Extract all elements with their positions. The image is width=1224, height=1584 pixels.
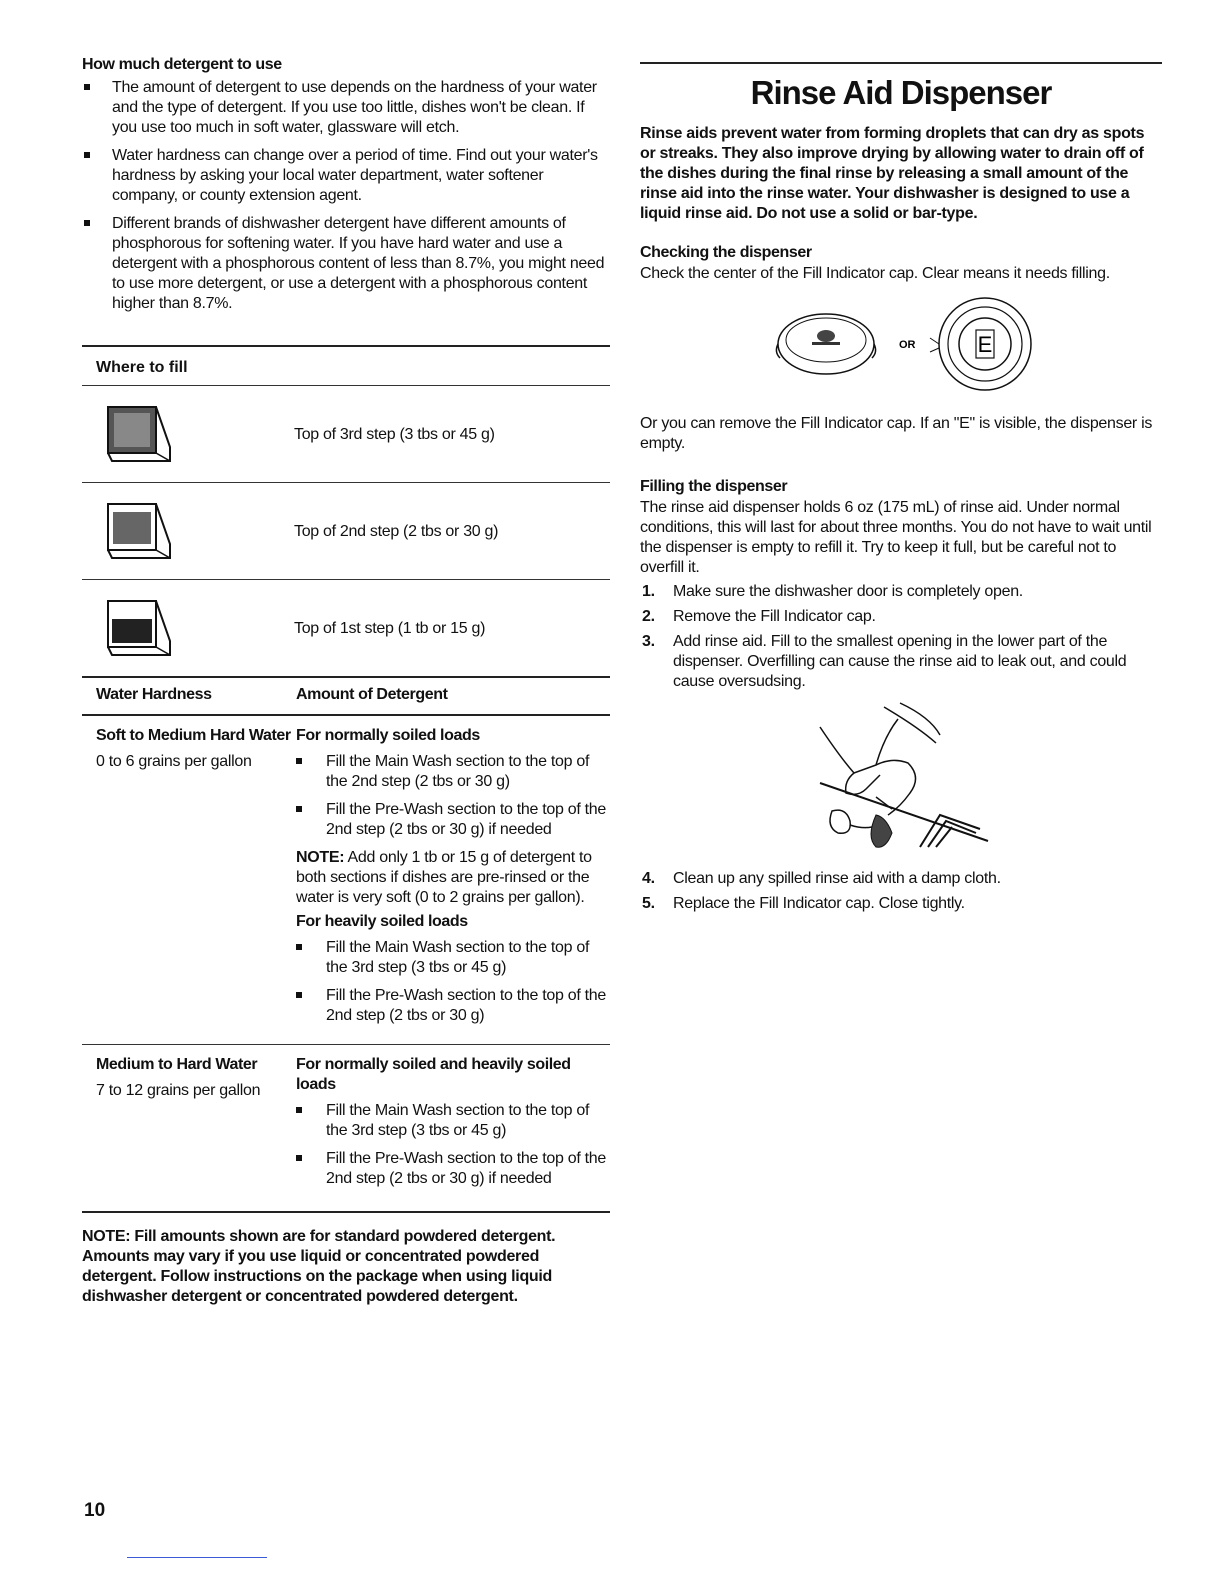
filling-steps-continued [640, 869, 1162, 914]
detergent-bullets [82, 78, 610, 314]
left-column [82, 56, 610, 1307]
fill-row-3rd-step [82, 385, 610, 482]
page-title: Rinse Aid Dispenser [750, 74, 1052, 111]
pouring-illustration [640, 697, 1162, 865]
water-hardness-table [82, 676, 610, 1207]
where-to-fill-title: Where to fill [96, 359, 188, 376]
fill-amounts-note [82, 1211, 610, 1307]
list-item [640, 582, 1162, 602]
list-item: Fill the Pre-Wash section to the top of the 2nd step (2 tbs or 30 g) if needed [296, 800, 610, 840]
all-loads-heading: For normally soiled and heavily soiled loads [296, 1056, 571, 1093]
note-text: Add only 1 tb or 15 g of detergent to both sections if dishes are pre-rinsed or the water is very soft (0 to 2 grains per gallon). [296, 849, 592, 906]
step-number: 1. [642, 583, 655, 600]
footer-divider [127, 1557, 267, 1558]
hardness-grains: 0 to 6 grains per gallon [96, 753, 252, 770]
or-label: OR [899, 339, 916, 351]
hardness-cell [82, 1055, 296, 1197]
checking-text: Check the center of the Fill Indicator cap. Clear means it needs filling. [640, 265, 1110, 282]
detergent-cup-1st-step-icon [104, 597, 174, 659]
step-number: 5. [642, 895, 655, 912]
fill-row-1st-step [82, 579, 610, 676]
amount-cell [296, 1055, 610, 1197]
where-to-fill-section [82, 345, 610, 676]
step-number: 4. [642, 870, 655, 887]
e-letter: E [977, 332, 993, 357]
list-item [640, 894, 1162, 914]
filling-steps [640, 582, 1162, 692]
all-loads-list [296, 1101, 610, 1189]
list-item [640, 632, 1162, 692]
fill-indicator-illustration [640, 292, 1162, 404]
column-header-amount: Amount of Detergent [296, 686, 448, 703]
detergent-cup-3rd-step-icon [104, 403, 174, 465]
page-number: 10 [84, 1500, 106, 1521]
detergent-cup-2nd-step-icon [104, 500, 174, 562]
list-item: Fill the Pre-Wash section to the top of the 2nd step (2 tbs or 30 g) if needed [296, 1149, 610, 1189]
divider [640, 62, 1162, 64]
note-label: NOTE: [296, 849, 345, 866]
step-text: Clean up any spilled rinse aid with a damp cloth. [673, 870, 1001, 887]
normal-loads-list [296, 752, 610, 840]
step-number: 3. [642, 633, 655, 650]
table-row-hard [82, 1044, 610, 1207]
list-item: Fill the Pre-Wash section to the top of the 2nd step (2 tbs or 30 g) [296, 986, 610, 1026]
filling-text: The rinse aid dispenser holds 6 oz (175 mL) of rinse aid. Under normal conditions, this will last for about three months. You do not have to wait until the dispenser is empty to refill it. Try to keep it full, but be careful not to overfill it. [640, 499, 1152, 576]
detergent-heading: How much detergent to use [82, 56, 282, 73]
list-item [640, 607, 1162, 627]
hardness-name: Medium to Hard Water [96, 1056, 258, 1073]
heavy-loads-heading: For heavily soiled loads [296, 913, 468, 930]
table-header [82, 678, 610, 716]
amount-cell [296, 726, 610, 1034]
step-number: 2. [642, 608, 655, 625]
right-column [640, 56, 1162, 919]
list-item: Fill the Main Wash section to the top of the 2nd step (2 tbs or 30 g) [296, 752, 610, 792]
rinse-aid-intro: Rinse aids prevent water from forming droplets that can dry as spots or streaks. They also improve drying by allowing water to drain off of the dishes during the final rinse by releasing a small amount of the rinse aid into the rinse water. Your dishwasher is designed to use a liquid rinse aid. Do not use a solid or bar-type. [640, 125, 1145, 222]
column-header-hardness: Water Hardness [96, 686, 212, 703]
fill-row-2nd-step [82, 482, 610, 579]
table-row-soft [82, 716, 610, 1044]
step-text: Remove the Fill Indicator cap. [673, 608, 876, 625]
checking-heading: Checking the dispenser [640, 244, 812, 261]
list-item: Fill the Main Wash section to the top of the 3rd step (3 tbs or 45 g) [296, 938, 610, 978]
step-text: Replace the Fill Indicator cap. Close tightly. [673, 895, 965, 912]
remove-cap-text: Or you can remove the Fill Indicator cap. If an "E" is visible, the dispenser is empty. [640, 415, 1153, 452]
soft-water-note [296, 848, 610, 908]
filling-heading: Filling the dispenser [640, 478, 788, 495]
step-text: Make sure the dishwasher door is completely open. [673, 583, 1023, 600]
list-item: Different brands of dishwasher detergent have different amounts of phosphorous for softening water. If you have hard water and use a detergent with a phosphorous content of less than 8.7%, you might need to use more detergent, or use a detergent with a phosphorous content higher than 8.7%. [82, 214, 610, 314]
list-item: Water hardness can change over a period of time. Find out your water's hardness by asking your local water department, water softener company, or county extension agent. [82, 146, 610, 206]
note-text: NOTE: Fill amounts shown are for standard powdered detergent. Amounts may vary if you use liquid or concentrated powdered detergent. Follow instructions on the package when using liquid dishwasher detergent or concentrated powdered detergent. [82, 1228, 556, 1305]
normal-loads-heading: For normally soiled loads [296, 727, 480, 744]
heavy-loads-list [296, 938, 610, 1026]
hardness-grains: 7 to 12 grains per gallon [96, 1082, 261, 1099]
fill-label: Top of 1st step (1 tb or 15 g) [294, 620, 486, 637]
fill-label: Top of 3rd step (3 tbs or 45 g) [294, 426, 495, 443]
step-text: Add rinse aid. Fill to the smallest opening in the lower part of the dispenser. Overfilling can cause the rinse aid to leak out, and could cause oversudsing. [673, 633, 1127, 690]
list-item [640, 869, 1162, 889]
list-item: Fill the Main Wash section to the top of the 3rd step (3 tbs or 45 g) [296, 1101, 610, 1141]
rinse-aid-bottle-pouring-icon [640, 697, 1162, 865]
fill-indicator-cap-icon [640, 292, 1060, 404]
list-item: The amount of detergent to use depends on the hardness of your water and the type of detergent. If you use too little, dishes won't be clean. If you use too much in soft water, glassware will etch. [82, 78, 610, 138]
hardness-name: Soft to Medium Hard Water [96, 727, 291, 744]
hardness-cell [82, 726, 296, 1034]
fill-label: Top of 2nd step (2 tbs or 30 g) [294, 523, 499, 540]
